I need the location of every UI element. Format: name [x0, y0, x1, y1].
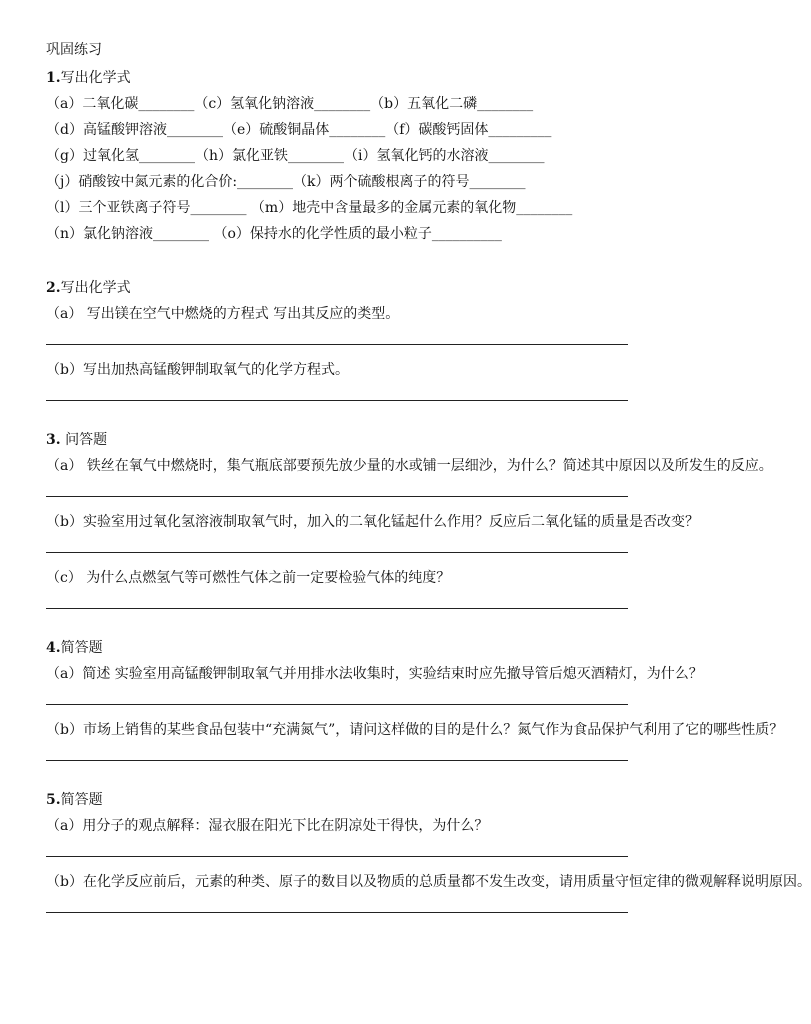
answer-rule [46, 496, 628, 497]
section-2-heading [46, 280, 646, 297]
section-1-number: 1. [46, 70, 61, 86]
fill-line-4: （j）硝酸铵中氮元素的化合价:________（k）两个硫酸根离子的符号________ [46, 174, 526, 190]
section-5 [46, 792, 811, 930]
question-2a: （a） 写出镁在空气中燃烧的方程式 写出其反应的类型。 [46, 306, 400, 322]
question-3b: （b）实验室用过氧化氢溶液制取氧气时，加入的二氧化锰起什么作用？反应后二氧化锰的质量是否改变？ [46, 514, 699, 530]
section-4-title: 简答题 [60, 640, 103, 656]
section-3-number: 3. [46, 432, 61, 448]
fill-line-5: （l）三个亚铁离子符号________ （m）地壳中含量最多的金属元素的氧化物________ [46, 200, 573, 216]
section-spacer [46, 252, 646, 280]
answer-rule [46, 400, 628, 401]
answer-line-2a[interactable] [46, 332, 646, 362]
section-spacer [46, 626, 646, 640]
answer-line-4b[interactable] [46, 748, 646, 778]
section-5-number: 5. [46, 792, 61, 808]
section-5-heading [46, 792, 646, 809]
answer-rule [46, 760, 628, 761]
answer-line-3a[interactable] [46, 484, 646, 514]
section-2-number: 2. [46, 280, 61, 296]
question-4b: （b）市场上销售的某些食品包装中“充满氮气”，请问这样做的目的是什么？氮气作为食品保护气利用了它的哪些性质？ [46, 722, 784, 738]
question-3a: （a） 铁丝在氧气中燃烧时，集气瓶底部要预先放少量的水或铺一层细沙，为什么？简述其中原因以及所发生的反应。 [46, 458, 773, 474]
fill-line-2: （d）高锰酸钾溶液________（e）硫酸铜晶体________（f）碳酸钙固体_________ [46, 122, 552, 138]
answer-rule [46, 552, 628, 553]
answer-line-4a[interactable] [46, 692, 646, 722]
section-2-title: 写出化学式 [60, 280, 131, 296]
section-2 [46, 280, 646, 418]
section-3-heading [46, 432, 646, 449]
section-3-title: 问答题 [60, 432, 108, 448]
question-5b: （b）在化学反应前后，元素的种类、原子的数目以及物质的总质量都不发生改变，请用质量守恒定律的微观解释说明原因。 [46, 874, 811, 890]
fill-line-3: （g）过氧化氢________（h）氯化亚铁________（i）氢氧化钙的水溶液________ [46, 148, 545, 164]
section-4-heading [46, 640, 646, 657]
fill-line-6: （n）氯化钠溶液________ （o）保持水的化学性质的最小粒子__________ [46, 226, 502, 242]
answer-rule [46, 856, 628, 857]
section-1-title: 写出化学式 [60, 70, 131, 86]
section-4-number: 4. [46, 640, 61, 656]
section-spacer [46, 418, 646, 432]
question-3c: （c） 为什么点燃氢气等可燃性气体之前一定要检验气体的纯度？ [46, 570, 451, 586]
section-5-title: 简答题 [60, 792, 103, 808]
question-2b: （b）写出加热高锰酸钾制取氧气的化学方程式。 [46, 362, 349, 378]
answer-line-3c[interactable] [46, 596, 646, 626]
fill-line-1: （a）二氧化碳________（c）氢氧化钠溶液________（b）五氧化二磷________ [46, 96, 534, 112]
answer-line-2b[interactable] [46, 388, 646, 418]
section-3 [46, 432, 773, 626]
question-5a: （a）用分子的观点解释：湿衣服在阳光下比在阴凉处干得快，为什么？ [46, 818, 489, 834]
section-4 [46, 640, 784, 778]
question-4a: （a）简述 实验室用高锰酸钾制取氧气并用排水法收集时，实验结束时应先撤导管后熄灭酒精灯，为什么？ [46, 666, 703, 682]
answer-rule [46, 704, 628, 705]
answer-rule [46, 608, 628, 609]
section-1 [46, 70, 646, 243]
answer-line-5b[interactable] [46, 900, 646, 930]
worksheet [46, 42, 811, 930]
section-1-heading [46, 70, 646, 87]
answer-line-5a[interactable] [46, 844, 646, 874]
answer-line-3b[interactable] [46, 540, 646, 570]
section-spacer [46, 778, 646, 792]
answer-rule [46, 912, 628, 913]
worksheet-title: 巩固练习 [46, 42, 102, 58]
answer-rule [46, 344, 628, 345]
